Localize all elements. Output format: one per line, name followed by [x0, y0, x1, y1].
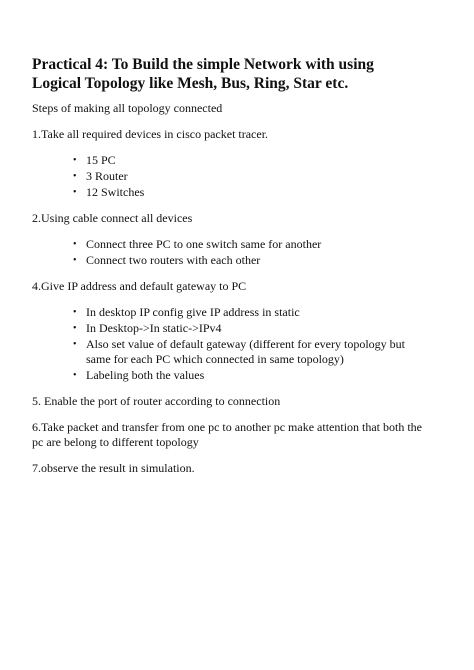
- list-item: [32, 368, 422, 383]
- bullet-icon: •: [73, 171, 77, 182]
- list-item-text: Labeling both the values: [86, 368, 205, 382]
- list-item: [32, 253, 422, 268]
- bullet-icon: •: [73, 339, 77, 350]
- step-4-text: 4.Give IP address and default gateway to PC: [32, 279, 247, 293]
- bullet-icon: •: [73, 307, 77, 318]
- list-item-text: 3 Router: [86, 169, 128, 183]
- step-4-list: [32, 305, 422, 383]
- list-item: [32, 185, 422, 200]
- list-item: [32, 337, 422, 367]
- step-2-list: [32, 237, 422, 268]
- bullet-icon: •: [73, 370, 77, 381]
- list-item: [32, 169, 422, 184]
- document-title: Practical 4: To Build the simple Network with using Logical Topology like Mesh, Bus, Ring, Star etc.: [32, 56, 374, 92]
- bullet-icon: •: [73, 239, 77, 250]
- list-item-text: Also set value of default gateway (different for every topology but same for each PC which connected in same topology): [86, 337, 406, 366]
- list-item: [32, 237, 422, 252]
- list-item: [32, 305, 422, 320]
- step-5-text: 5. Enable the port of router according to connection: [32, 394, 281, 408]
- bullet-icon: •: [73, 155, 77, 166]
- step-1-list: [32, 153, 422, 200]
- step-2-text: 2.Using cable connect all devices: [32, 211, 193, 225]
- list-item-text: 15 PC: [86, 153, 116, 167]
- step-6-text: 6.Take packet and transfer from one pc to another pc make attention that both the pc are belong to different topology: [32, 420, 423, 449]
- bullet-icon: •: [73, 187, 77, 198]
- list-item-text: Connect two routers with each other: [86, 253, 261, 267]
- bullet-icon: •: [73, 255, 77, 266]
- list-item-text: In Desktop->In static->IPv4: [86, 321, 222, 335]
- document-page: [32, 55, 422, 487]
- intro-text: Steps of making all topology connected: [32, 101, 223, 115]
- list-item-text: In desktop IP config give IP address in static: [86, 305, 300, 319]
- list-item-text: Connect three PC to one switch same for another: [86, 237, 322, 251]
- bullet-icon: •: [73, 323, 77, 334]
- list-item-text: 12 Switches: [86, 185, 145, 199]
- step-1-text: 1.Take all required devices in cisco packet tracer.: [32, 127, 269, 141]
- list-item: [32, 321, 422, 336]
- list-item: [32, 153, 422, 168]
- step-7-text: 7.observe the result in simulation.: [32, 461, 195, 475]
